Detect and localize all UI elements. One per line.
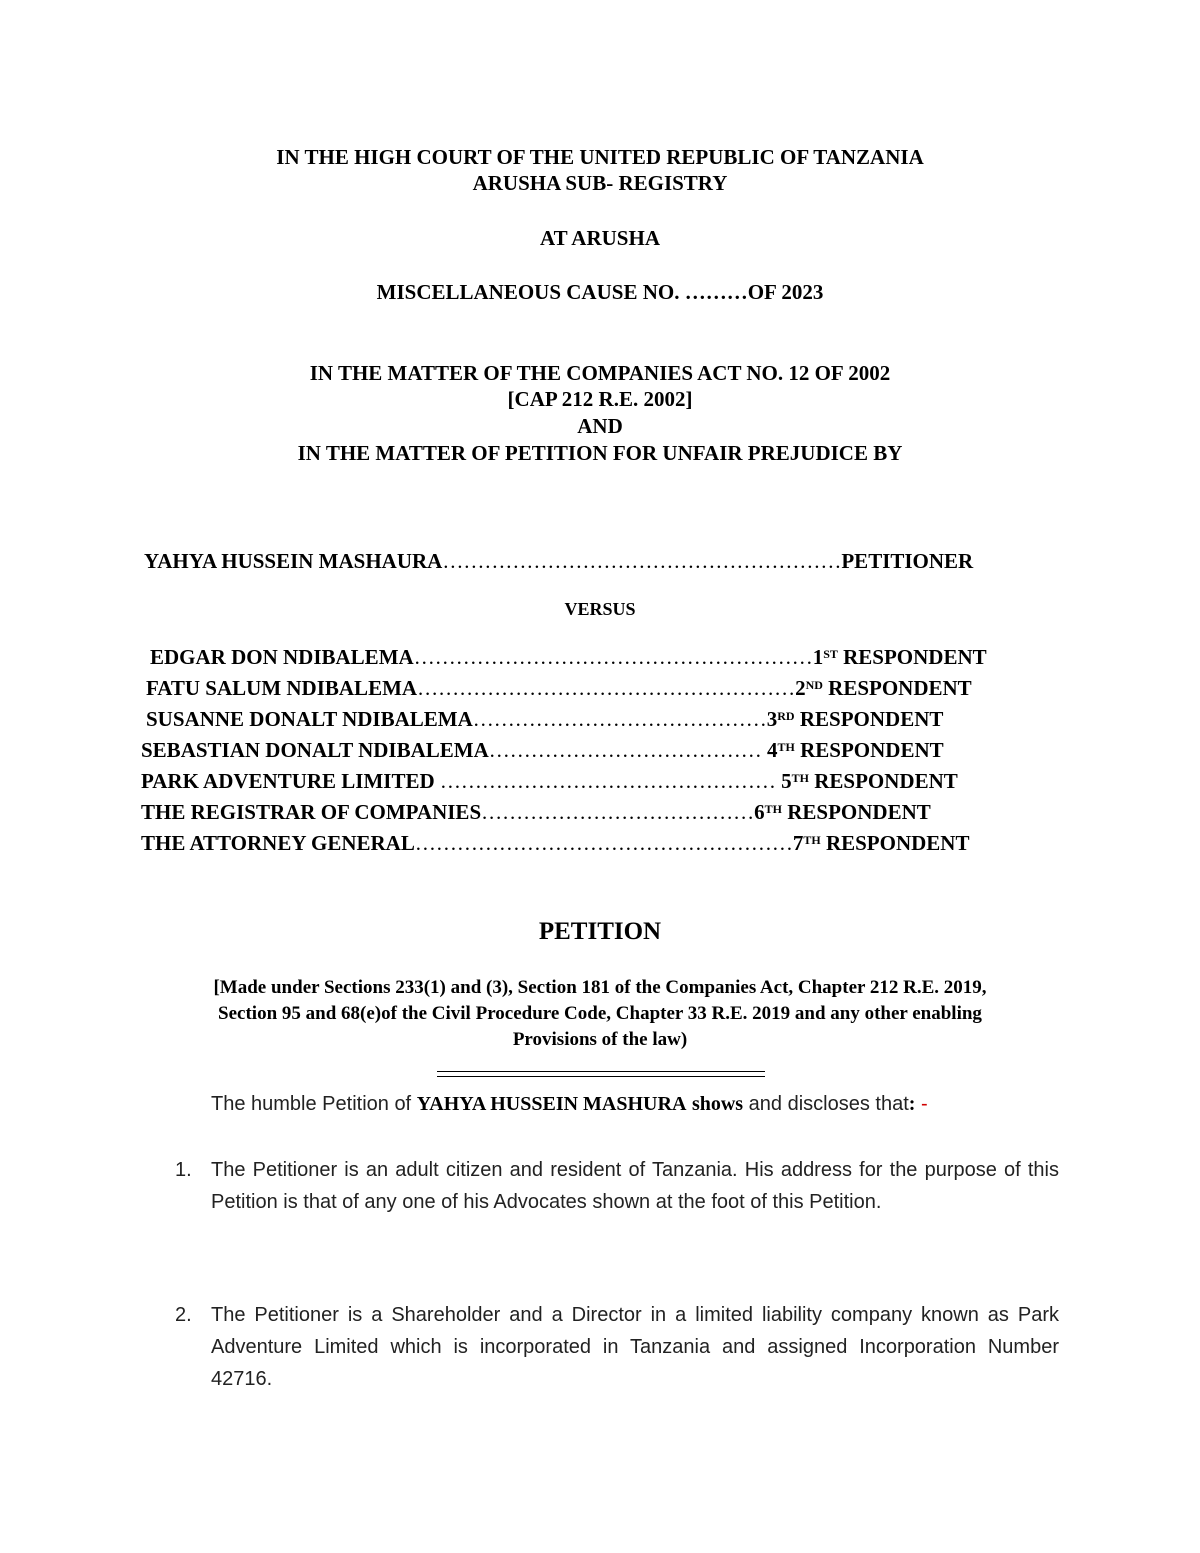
court-title: IN THE HIGH COURT OF THE UNITED REPUBLIC OF TANZANIA bbox=[276, 145, 924, 169]
respondent-dots: …………………………………… bbox=[472, 707, 767, 731]
respondent-ordinal: 7 bbox=[792, 831, 804, 855]
respondent-row bbox=[141, 829, 969, 857]
respondent-row bbox=[150, 643, 987, 671]
respondent-ordinal-suffix: TH bbox=[803, 833, 821, 847]
respondent-ordinal: 5 bbox=[781, 769, 792, 793]
respondent-name: PARK ADVENTURE LIMITED bbox=[141, 769, 440, 793]
respondent-row bbox=[141, 736, 944, 764]
respondent-ordinal: 2 bbox=[795, 676, 806, 700]
made-under-line-3: Provisions of the law) bbox=[512, 1029, 688, 1050]
intro-dash: - bbox=[915, 1093, 928, 1115]
respondent-dots: ………………………………… bbox=[488, 738, 768, 762]
matter-line-4: IN THE MATTER OF PETITION FOR UNFAIR PREJUDICE BY bbox=[297, 441, 903, 465]
respondent-dots: ………………………………… bbox=[481, 800, 755, 824]
respondent-name: THE REGISTRAR OF COMPANIES bbox=[141, 800, 482, 824]
respondent-name: SEBASTIAN DONALT NDIBALEMA bbox=[141, 738, 489, 762]
respondent-name: THE ATTORNEY GENERAL bbox=[141, 831, 415, 855]
petitioner-name: YAHYA HUSSEIN MASHAURA bbox=[144, 549, 443, 573]
location-title: AT ARUSHA bbox=[539, 226, 660, 250]
intro-petitioner-name: YAHYA HUSSEIN MASHURA bbox=[416, 1093, 687, 1115]
respondent-role: RESPONDENT bbox=[814, 769, 958, 793]
made-under-line-2: Section 95 and 68(e)of the Civil Procedure Code, Chapter 33 R.E. 2019 and any other enabling bbox=[218, 1003, 982, 1024]
petitioner-role: PETITIONER bbox=[841, 549, 974, 573]
versus-label: VERSUS bbox=[564, 599, 636, 619]
made-under-line-1: [Made under Sections 233(1) and (3), Section 181 of the Companies Act, Chapter 212 R.E. 2019, bbox=[213, 977, 987, 998]
respondent-role: RESPONDENT bbox=[799, 707, 944, 731]
intro-colon: : bbox=[908, 1093, 916, 1115]
respondent-row bbox=[146, 674, 972, 702]
registry-title: ARUSHA SUB- REGISTRY bbox=[472, 171, 728, 195]
matter-line-1: IN THE MATTER OF THE COMPANIES ACT NO. 12 OF 2002 bbox=[309, 361, 891, 385]
respondent-role: RESPONDENT bbox=[800, 738, 944, 762]
respondent-ordinal-suffix: TH bbox=[791, 771, 809, 785]
respondent-name: FATU SALUM NDIBALEMA bbox=[146, 676, 418, 700]
respondent-ordinal-suffix: TH bbox=[777, 740, 795, 754]
cause-number: MISCELLANEOUS CAUSE NO. ………OF 2023 bbox=[376, 280, 824, 304]
paragraph-text: The Petitioner is a Shareholder and a Director in a limited liability company known as Park Adventure Limited which is incorporated in Tanzania and assigned Incorporation Number 42716. bbox=[211, 1304, 1059, 1390]
respondent-ordinal-suffix: RD bbox=[777, 709, 795, 723]
respondent-dots: ………………………………………………… bbox=[413, 645, 813, 669]
petitioner-dots: ………………………………………………… bbox=[442, 549, 842, 573]
respondent-dots: ………………………………………… bbox=[439, 769, 782, 793]
respondent-ordinal: 4 bbox=[767, 738, 778, 762]
respondent-name: EDGAR DON NDIBALEMA bbox=[150, 645, 414, 669]
respondent-ordinal-suffix: ND bbox=[805, 678, 823, 692]
respondent-ordinal-suffix: TH bbox=[764, 802, 782, 816]
respondent-ordinal: 6 bbox=[754, 800, 765, 824]
matter-line-3: AND bbox=[577, 414, 623, 438]
intro-sentence bbox=[211, 1088, 928, 1120]
respondent-ordinal-suffix: ST bbox=[823, 647, 838, 661]
respondent-name: SUSANNE DONALT NDIBALEMA bbox=[146, 707, 473, 731]
intro-rest: and discloses that bbox=[743, 1093, 909, 1115]
intro-prefix: The humble Petition of bbox=[211, 1093, 417, 1115]
intro-shows: shows bbox=[691, 1093, 744, 1115]
respondent-dots: ……………………………………………… bbox=[417, 676, 796, 700]
paragraph-number: 2. bbox=[175, 1304, 192, 1326]
respondent-ordinal: 3 bbox=[766, 707, 778, 731]
respondent-role: RESPONDENT bbox=[787, 800, 931, 824]
respondent-row bbox=[141, 767, 958, 795]
respondent-row bbox=[141, 798, 931, 826]
respondent-role: RESPONDENT bbox=[843, 645, 987, 669]
paragraph-text: The Petitioner is an adult citizen and resident of Tanzania. His address for the purpose of this Petition is that of any one of his Advocates shown at the foot of this Petition. bbox=[211, 1159, 1059, 1213]
respondent-dots: ……………………………………………… bbox=[414, 831, 793, 855]
respondent-row bbox=[146, 705, 943, 733]
paragraph-number: 1. bbox=[175, 1159, 192, 1181]
respondent-role: RESPONDENT bbox=[828, 676, 972, 700]
double-rule-divider bbox=[437, 1071, 765, 1077]
matter-line-2: [CAP 212 R.E. 2002] bbox=[507, 387, 693, 411]
petitioner-line bbox=[144, 547, 973, 575]
petition-title: PETITION bbox=[538, 918, 662, 945]
respondent-role: RESPONDENT bbox=[825, 831, 970, 855]
respondent-ordinal: 1 bbox=[812, 645, 824, 669]
